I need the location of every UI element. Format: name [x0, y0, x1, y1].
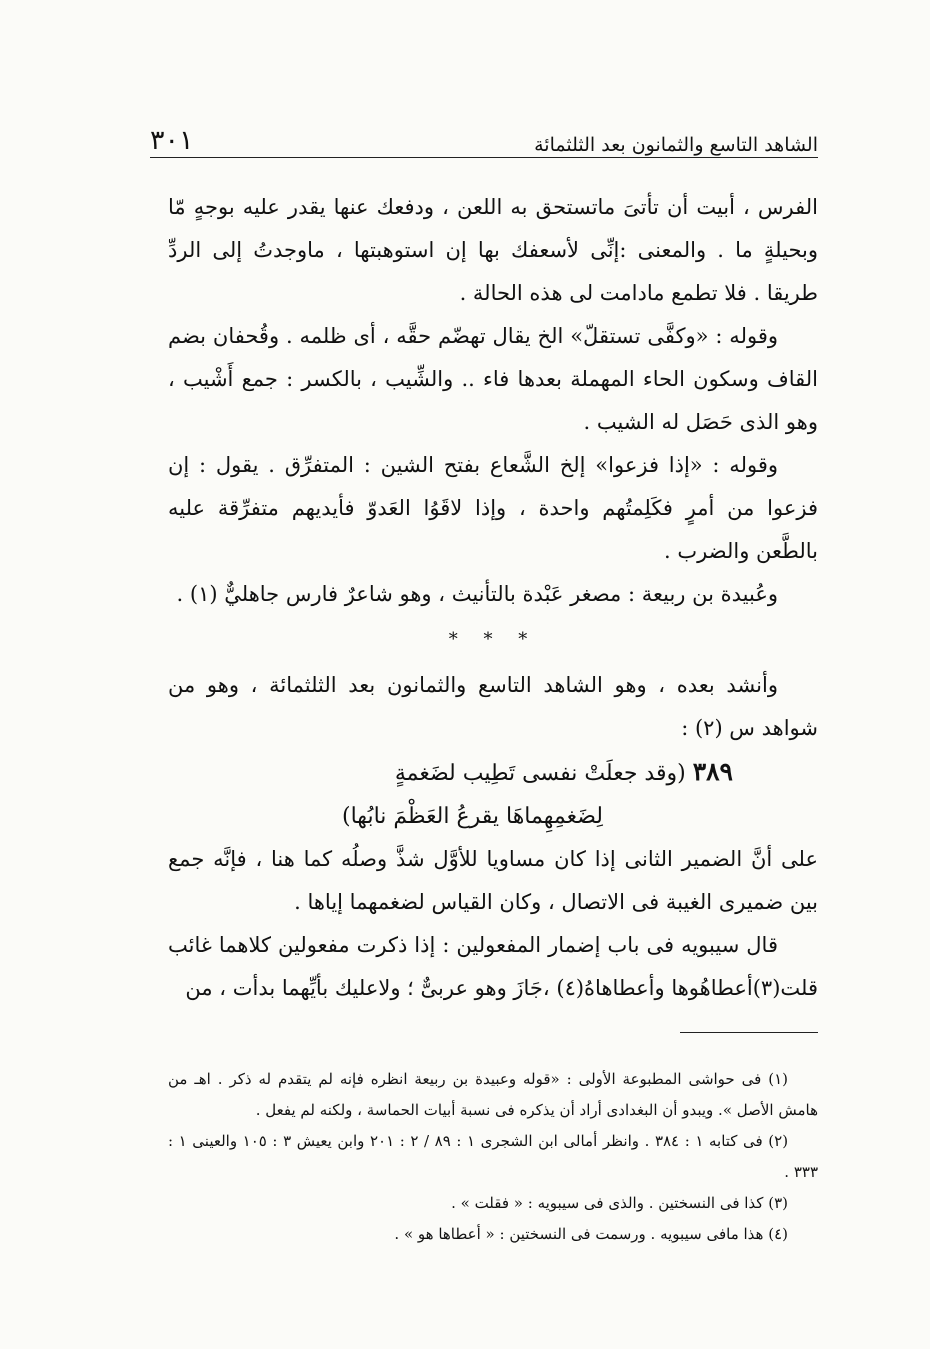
verse-hemistich-1: (وقد جعلَتْ نفسى تَطِيب لضَغمةٍ — [394, 761, 686, 786]
running-title: الشاهد التاسع والثمانون بعد الثلثمائة — [534, 134, 818, 156]
page-number: ٣٠١ — [150, 125, 194, 156]
section-separator: * * * — [448, 629, 538, 650]
footnote-2: (٢) فى كتابه ١ : ٣٨٤ . وانظر أمالى ابن الشجرى ١ : ٨٩ / ٢ : ٢٠١ وابن يعيش ٣ : ١٠٥ والعينى ١ : ٣٣٣ . — [168, 1132, 818, 1181]
footnote-3: (٣) كذا فى النسختين . والذى فى سيبويه : « فقلت » . — [451, 1194, 788, 1212]
footnotes — [168, 1064, 818, 1250]
paragraph: وقوله : «وكفَّى تستقلّ» الخ يقال تهضّم حقَّه ، أى ظلمه . وقُحفان بضم القاف وسكون الحاء المهملة بعدها فاء .. والشِّيب ، بالكسر : جمع أَشْيب ، وهو الذى حَصَل له الشيب . — [168, 324, 818, 434]
paragraph: وقوله : «إذا فزعوا» إلخ الشَّعاع بفتح الشين : المتفرِّق . يقول : إن فزعوا من أمرٍ فكَلِمتُهم واحدة ، وإذا لاقَوُا العَدوّ فأيديهم متفرِّقة عليه بالطَّعن والضرب . — [168, 453, 818, 563]
paragraph: وأنشد بعده ، وهو الشاهد التاسع والثمانون بعد الثلثمائة ، وهو من شواهد س (٢) : — [168, 673, 818, 740]
paragraph: قال سيبويه فى باب إضمار المفعولين : إذا ذكرت مفعولين كلاهما غائب قلت(٣)أعطاهُوها وأعطاهاهُ(٤) ،جَازَ وهو عربىٌّ ؛ ولاعليك بأيِّهما بدأت ، من — [168, 933, 818, 1000]
paragraph: وعُبيدة بن ربيعة : مصغر عَبْدة بالتأنيث ، وهو شاعرٌ فارس جاهليٌّ (١) . — [176, 582, 778, 606]
verse-line-2: لِضَغمِهِماهَا يقرعُ العَظْمَ نابُها) — [342, 804, 603, 829]
footnote-1: (١) فى حواشى المطبوعة الأولى : «قوله وعبيدة بن ربيعة انظره فإنه لم يتقدم له ذكر . اهـ من هامش الأصل ». ويبدو أن البغدادى أراد أن يذكره فى نسبة أبيات الحماسة ، ولكنه لم يفعل . — [168, 1070, 818, 1119]
verse-number: ٣٨٩ — [692, 757, 733, 786]
header-rule — [150, 157, 818, 158]
footnote-rule — [680, 1032, 818, 1033]
footnote-4: (٤) هذا مافى سيبويه . ورسمت فى النسختين : « أعطاها هو » . — [394, 1225, 788, 1243]
page-header — [150, 112, 818, 156]
verse-line-1 — [168, 750, 818, 795]
paragraph: الفرس ، أبيت أن تأتىَ ماتستحق به اللعن ، ودفعك عنها يقدر عليه بوجهٍ مّا وبحيلةٍ ما . والمعنى :إنِّى لأسعفك بها إن استوهبتها ، ماوجدتُ إلى الردِّ طريقا . فلا تطمع مادامت لى هذه الحالة . — [168, 195, 818, 305]
paragraph: على أنَّ الضمير الثانى إذا كان مساويا للأوَّل شذَّ وصلُه كما هنا ، فإنَّه جمع بين ضميرى الغيبة فى الاتصال ، وكان القياس لضغمهما إياها . — [168, 847, 818, 914]
main-text — [168, 186, 818, 1010]
